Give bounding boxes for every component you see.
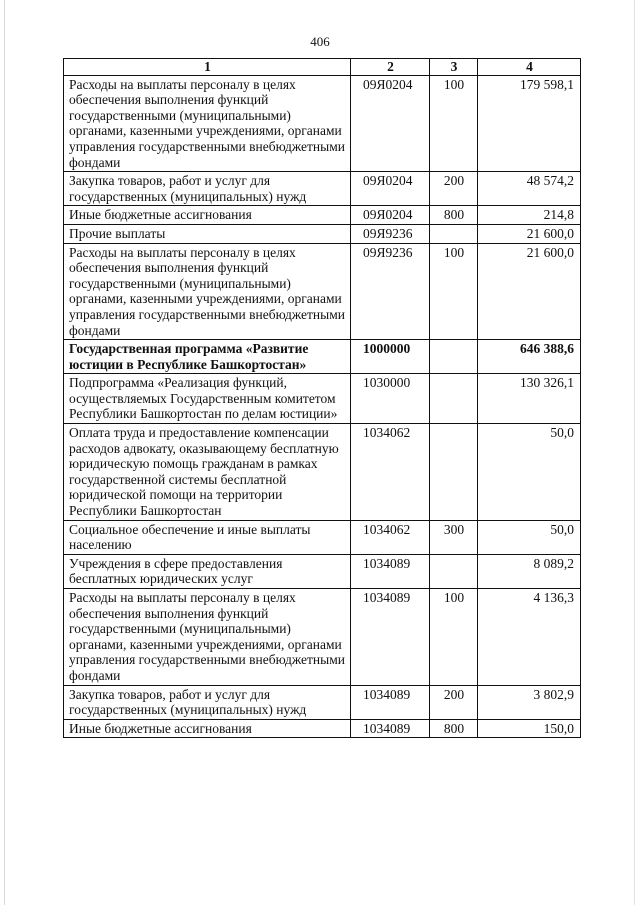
row-name-cell: Расходы на выплаты персоналу в целях обеспечения выполнения функций государственными (муниципальными) органами, казенными учреждениями, органами управления государственными внебюджетными фондами bbox=[64, 75, 351, 172]
row-code-cell: 1034062 bbox=[351, 424, 430, 521]
row-amount-cell: 50,0 bbox=[478, 520, 581, 554]
table-header-row bbox=[64, 59, 581, 76]
table-row bbox=[64, 224, 581, 243]
row-amount-cell: 48 574,2 bbox=[478, 172, 581, 206]
row-code-cell: 1034089 bbox=[351, 589, 430, 686]
page-number: 406 bbox=[310, 34, 330, 49]
row-name-cell: Оплата труда и предоставление компенсации расходов адвокату, оказывающему бесплатную юридическую помощь гражданам в рамках государственной системы бесплатной юридической помощи на территории Республики Башкортостан bbox=[64, 424, 351, 521]
row-name-cell: Государственная программа «Развитие юстиции в Республике Башкортостан» bbox=[64, 340, 351, 374]
header-col-3: 3 bbox=[430, 59, 478, 76]
row-amount-cell: 50,0 bbox=[478, 424, 581, 521]
table-row bbox=[64, 172, 581, 206]
row-amount-cell: 214,8 bbox=[478, 206, 581, 225]
row-code-cell: 1034089 bbox=[351, 554, 430, 588]
row-expense-type-cell: 300 bbox=[430, 520, 478, 554]
table-row bbox=[64, 206, 581, 225]
row-code-cell: 09Я9236 bbox=[351, 224, 430, 243]
row-name-cell: Закупка товаров, работ и услуг для государственных (муниципальных) нужд bbox=[64, 172, 351, 206]
row-name-cell: Иные бюджетные ассигнования bbox=[64, 206, 351, 225]
table-row bbox=[64, 719, 581, 738]
table-row bbox=[64, 589, 581, 686]
row-code-cell: 09Я0204 bbox=[351, 172, 430, 206]
row-name-cell: Расходы на выплаты персоналу в целях обеспечения выполнения функций государственными (муниципальными) органами, казенными учреждениями, органами управления государственными внебюджетными фондами bbox=[64, 589, 351, 686]
row-expense-type-cell bbox=[430, 424, 478, 521]
table-row bbox=[64, 685, 581, 719]
table-row bbox=[64, 340, 581, 374]
row-name-cell: Прочие выплаты bbox=[64, 224, 351, 243]
table-row bbox=[64, 424, 581, 521]
table-row bbox=[64, 520, 581, 554]
row-name-cell: Иные бюджетные ассигнования bbox=[64, 719, 351, 738]
row-name-cell: Подпрограмма «Реализация функций, осуществляемых Государственным комитетом Республики Башкортостан по делам юстиции» bbox=[64, 374, 351, 424]
table-body bbox=[64, 75, 581, 738]
row-code-cell: 1034089 bbox=[351, 685, 430, 719]
header-col-4: 4 bbox=[478, 59, 581, 76]
row-expense-type-cell: 100 bbox=[430, 589, 478, 686]
row-expense-type-cell: 100 bbox=[430, 75, 478, 172]
row-expense-type-cell bbox=[430, 374, 478, 424]
row-amount-cell: 179 598,1 bbox=[478, 75, 581, 172]
row-amount-cell: 8 089,2 bbox=[478, 554, 581, 588]
header-col-2: 2 bbox=[351, 59, 430, 76]
table-row bbox=[64, 374, 581, 424]
scan-edge-right bbox=[634, 0, 635, 905]
row-code-cell: 1000000 bbox=[351, 340, 430, 374]
table-row bbox=[64, 554, 581, 588]
row-amount-cell: 4 136,3 bbox=[478, 589, 581, 686]
row-code-cell: 09Я9236 bbox=[351, 243, 430, 340]
row-code-cell: 1034089 bbox=[351, 719, 430, 738]
row-amount-cell: 21 600,0 bbox=[478, 224, 581, 243]
row-expense-type-cell: 100 bbox=[430, 243, 478, 340]
row-expense-type-cell: 800 bbox=[430, 719, 478, 738]
row-amount-cell: 150,0 bbox=[478, 719, 581, 738]
row-code-cell: 09Я0204 bbox=[351, 75, 430, 172]
row-amount-cell: 646 388,6 bbox=[478, 340, 581, 374]
row-amount-cell: 3 802,9 bbox=[478, 685, 581, 719]
row-expense-type-cell: 200 bbox=[430, 685, 478, 719]
row-expense-type-cell bbox=[430, 224, 478, 243]
table-row bbox=[64, 243, 581, 340]
table-row bbox=[64, 75, 581, 172]
row-amount-cell: 21 600,0 bbox=[478, 243, 581, 340]
row-code-cell: 1034062 bbox=[351, 520, 430, 554]
row-expense-type-cell bbox=[430, 554, 478, 588]
row-expense-type-cell: 200 bbox=[430, 172, 478, 206]
row-amount-cell: 130 326,1 bbox=[478, 374, 581, 424]
row-name-cell: Расходы на выплаты персоналу в целях обеспечения выполнения функций государственными (муниципальными) органами, казенными учреждениями, органами управления государственными внебюджетными фондами bbox=[64, 243, 351, 340]
row-expense-type-cell bbox=[430, 340, 478, 374]
row-expense-type-cell: 800 bbox=[430, 206, 478, 225]
row-name-cell: Социальное обеспечение и иные выплаты населению bbox=[64, 520, 351, 554]
header-col-1: 1 bbox=[64, 59, 351, 76]
row-name-cell: Закупка товаров, работ и услуг для государственных (муниципальных) нужд bbox=[64, 685, 351, 719]
row-name-cell: Учреждения в сфере предоставления бесплатных юридических услуг bbox=[64, 554, 351, 588]
row-code-cell: 1030000 bbox=[351, 374, 430, 424]
scan-edge-left bbox=[4, 0, 5, 905]
row-code-cell: 09Я0204 bbox=[351, 206, 430, 225]
budget-table bbox=[63, 58, 581, 738]
